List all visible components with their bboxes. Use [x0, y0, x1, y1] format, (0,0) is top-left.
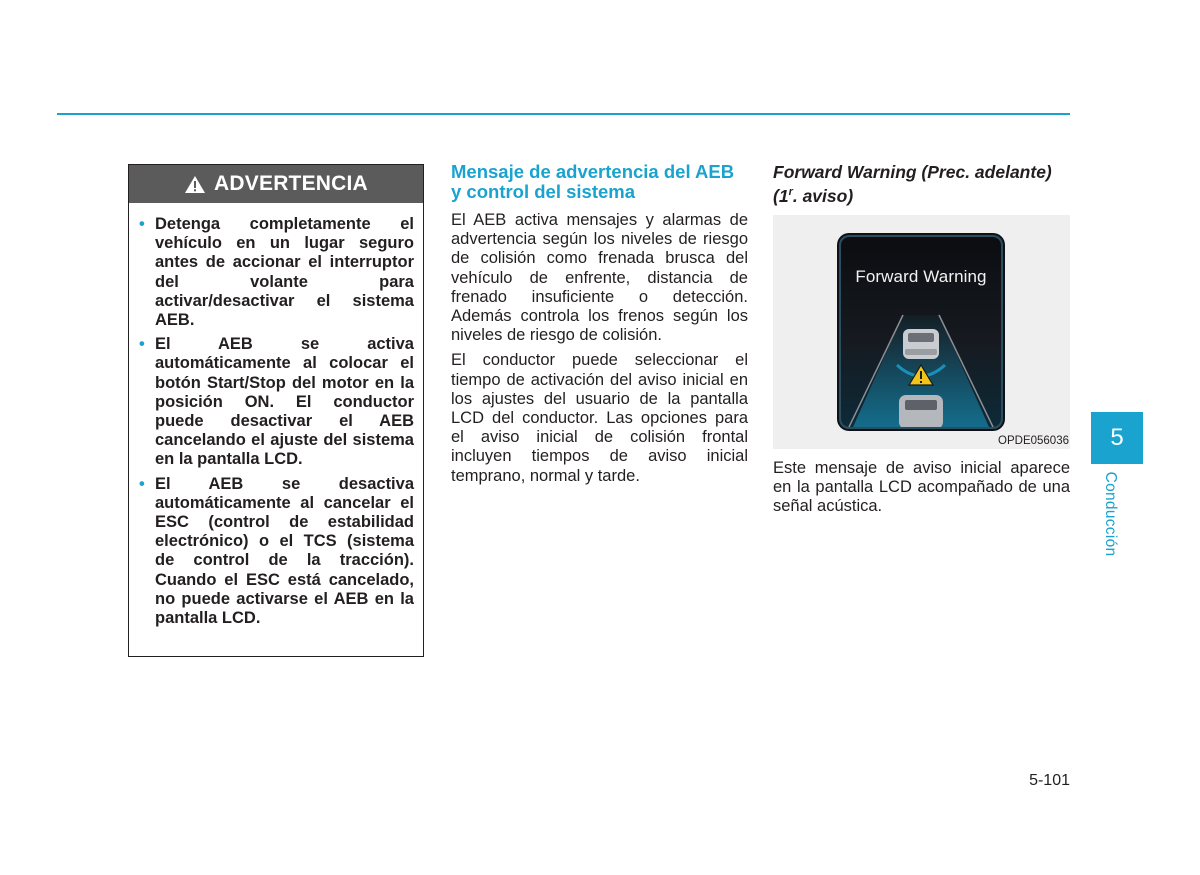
- figure-code: OPDE056036: [998, 434, 1069, 447]
- aeb-message-section: [451, 162, 748, 492]
- forward-warning-text: Este mensaje de aviso inicial aparece en la pantalla LCD acompañado de una señal acústica.: [773, 458, 1070, 516]
- forward-warning-heading: Forward Warning (Prec. adelante) (1$^r$. aviso): [773, 162, 1052, 206]
- lead-car-icon: [903, 329, 939, 359]
- warning-item-text: El AEB se activa automáticamente al colocar el botón Start/Stop del motor en la posición ON. El conductor puede desactivar el AEB cancelando el ajuste del sistema en la pantalla LCD.: [155, 335, 414, 469]
- section-heading: Mensaje de advertencia del AEB y control del sistema: [451, 161, 735, 202]
- warning-item: [139, 335, 414, 469]
- bullet-icon: •: [139, 335, 145, 354]
- warning-item-text: Detenga completamente el vehículo en un lugar seguro antes de accionar el interruptor del volante para activar/desactivar el sistema AEB.: [155, 215, 414, 330]
- warning-header: [129, 165, 423, 203]
- warning-item-text: El AEB se desactiva automáticamente al cancelar el ESC (control de estabilidad electrónico) o el TCS (sistema de control de la tracción). Cuando el ESC está cancelado, no puede activarse el AEB en la pantalla LCD.: [155, 474, 414, 628]
- chapter-number: 5: [1110, 424, 1124, 451]
- lcd-display: [841, 237, 1001, 427]
- lcd-figure: [773, 215, 1070, 449]
- section-paragraph: El conductor puede seleccionar el tiempo de activación del aviso inicial en los ajustes del usuario de la pantalla LCD del conductor. Las opciones para el aviso inicial de colisión frontal incluyen tiempos de aviso inicial temprano, normal y tarde.: [451, 351, 748, 485]
- header-rule: [57, 113, 1070, 115]
- bullet-icon: •: [139, 474, 145, 493]
- page-number: 5-101: [1029, 772, 1070, 789]
- forward-warning-section: [773, 162, 1070, 522]
- warning-box: [128, 164, 424, 657]
- section-paragraph: El AEB activa mensajes y alarmas de advertencia según los niveles de riesgo de colisión como frenada brusca del vehículo de enfrente, distancia de frenado insuficiente o detección. Además controla los frenos según los niveles de riesgo de colisión.: [451, 211, 748, 345]
- warning-triangle-icon: [184, 175, 206, 194]
- lcd-warning-text: Forward Warning: [855, 266, 987, 286]
- own-car-icon: [899, 395, 943, 427]
- warning-list: [129, 203, 423, 628]
- chapter-tab: [1091, 412, 1143, 464]
- warning-title: ADVERTENCIA: [214, 172, 368, 195]
- forward-collision-illustration: [841, 237, 1001, 427]
- warning-item: [139, 215, 414, 330]
- chapter-label: [1100, 470, 1120, 558]
- bullet-icon: •: [139, 215, 145, 233]
- chapter-label-text: Conducción: [1102, 471, 1119, 557]
- warning-item: [139, 475, 414, 629]
